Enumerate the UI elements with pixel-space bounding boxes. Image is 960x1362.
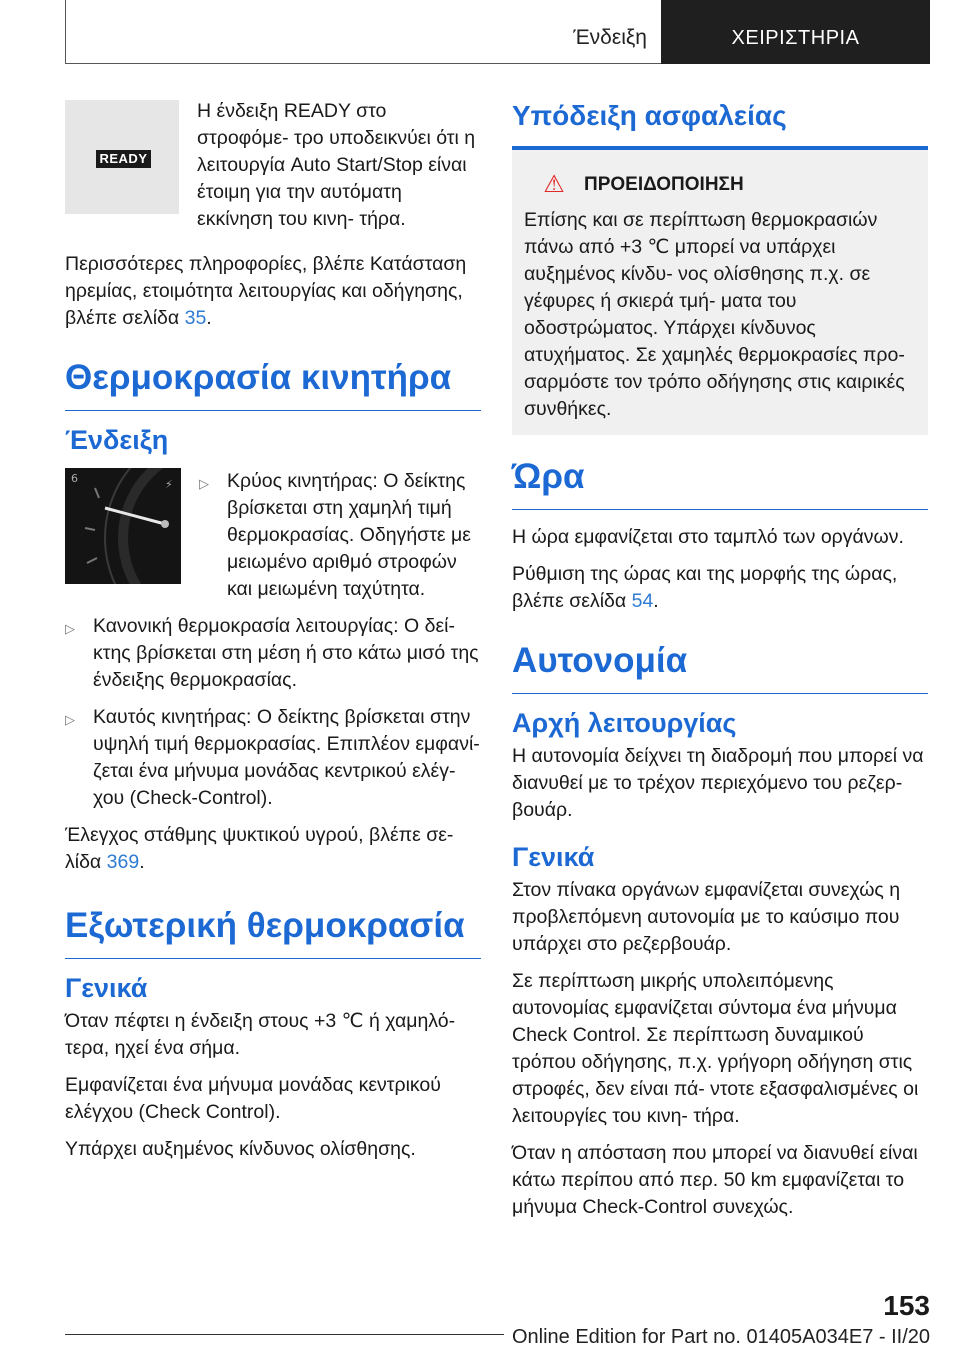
time-heading: Ώρα — [512, 457, 928, 510]
time-p2: Ρύθμιση της ώρας και της μορφής της ώρας, βλέπε σελίδα 54. — [512, 563, 898, 612]
ready-description: Η ένδειξη READY στο στροφόμε‐ τρο υποδεικνύει ότι η λειτουργία Auto Start/Stop είναι έτοιμη για την αυτόματη εκκίνηση του κινη‐ τήρα. — [197, 100, 476, 230]
outside-temp-p1: Όταν πέφτει η ένδειξη στους +3 ℃ ή χαμηλό‐ τερα, ηχεί ένα σήμα. — [65, 1010, 456, 1059]
outside-temperature-heading: Εξωτερική θερμοκρασία — [65, 906, 481, 959]
general-subheading-right: Γενικά — [512, 842, 595, 872]
coolant-paragraph: Έλεγχος στάθμης ψυκτικού υγρού, βλέπε σε‐ λίδα 369. — [65, 824, 454, 873]
warning-box — [512, 150, 928, 435]
edition-text: Online Edition for Part no. 01405A034E7 - II/20 — [504, 1326, 930, 1349]
chapter-label: ΧΕΙΡΙΣΤΗΡΙΑ — [731, 27, 860, 49]
warning-text: Επίσης και σε περίπτωση θερμοκρασιών πάνω από +3 ℃ μπορεί να υπάρχει αυξημένος κίνδυ‐ νος ολίσθησης π.χ. σε γέφυρες ή σκιερά τμή‐ ματα του οδοστρώματος. Υπάρχει κίνδυνος ατυχήματος. Σε χαμηλές θερμοκρασίες προ‐ σαρμόστε τον τρόπο οδήγησης στις καιρικές συνθήκες. — [524, 209, 905, 420]
left-column — [65, 100, 481, 1173]
ready-badge: READY — [96, 150, 151, 168]
warning-label: ΠΡΟΕΙΔΟΠΟΙΗΣΗ — [584, 173, 744, 195]
page-header — [65, 0, 930, 64]
svg-text:⚡: ⚡ — [165, 478, 173, 491]
range-heading: Αυτονομία — [512, 641, 928, 694]
chapter-tab — [661, 0, 930, 64]
general-subheading-left: Γενικά — [65, 973, 148, 1003]
display-subheading: Ένδειξη — [65, 425, 169, 455]
svg-text:6: 6 — [71, 472, 78, 485]
page-link-369[interactable]: 369 — [106, 851, 140, 873]
range-general-p3: Όταν η απόσταση που μπορεί να διανυθεί είναι κάτω περίπου από περ. 50 km εμφανίζεται το μήνυμα Check-Control συνεχώς. — [512, 1142, 918, 1218]
page-link-35[interactable]: 35 — [184, 307, 207, 329]
bullet-cold-engine: ▷ Κρύος κινητήρας: Ο δείκτης βρίσκεται στη χαμηλή τιμή θερμοκρασίας. Οδηγήστε με μειωμένο αριθμό στροφών και μειωμένη ταχύτητα. — [199, 468, 481, 603]
section-label: Ένδειξη — [573, 26, 647, 49]
range-general-p2: Σε περίπτωση μικρής υπολειπόμενης αυτονομίας εμφανίζεται σύντομα ένα μήνυμα Check Control. Σε περίπτωση δυναμικού τρόπου οδήγησης, π.χ. γρήγορη οδήγηση στις στροφές, δεν είναι πά‐ ντοτε εξασφαλισμένες οι λειτουργίες του κινη‐ τήρα. — [512, 970, 919, 1127]
triangle-icon: ▷ — [65, 621, 75, 636]
page-number: 153 — [883, 1290, 930, 1321]
section-tab — [65, 0, 661, 64]
outside-temp-p3: Υπάρχει αυξημένος κίνδυνος ολίσθησης. — [65, 1138, 416, 1160]
time-p1: Η ώρα εμφανίζεται στο ταμπλό των οργάνων. — [512, 526, 904, 548]
principle-subheading: Αρχή λειτουργίας — [512, 708, 737, 738]
page-link-54[interactable]: 54 — [631, 590, 654, 612]
range-general-p1: Στον πίνακα οργάνων εμφανίζεται συνεχώς η προβλεπόμενη αυτονομία με το καύσιμο που υπάρχει στο ρεζερβουάρ. — [512, 879, 901, 955]
triangle-icon: ▷ — [199, 476, 209, 491]
triangle-icon: ▷ — [65, 712, 75, 727]
engine-temperature-heading: Θερμοκρασία κινητήρα — [65, 358, 481, 411]
more-info-paragraph: Περισσότερες πληροφορίες, βλέπε Κατάσταση ηρεμίας, ετοιμότητα λειτουργίας και οδήγησης, βλέπε σελίδα 35. — [65, 253, 467, 329]
temperature-gauge-image — [65, 468, 181, 584]
outside-temp-p2: Εμφανίζεται ένα μήνυμα μονάδας κεντρικού ελέγχου (Check Control). — [65, 1074, 441, 1123]
principle-text: Η αυτονομία δείχνει τη διαδρομή που μπορεί να διανυθεί με το τρέχον περιεχόμενο του ρεζερ‐ βουάρ. — [512, 745, 924, 821]
gauge-icon — [65, 468, 181, 584]
right-column — [512, 100, 928, 1231]
warning-triangle-icon: ⚠ — [543, 171, 565, 198]
safety-heading: Υπόδειξη ασφαλείας — [512, 100, 928, 150]
ready-indicator-image — [65, 100, 179, 214]
bullet-hot-engine: ▷ Καυτός κινητήρας: Ο δείκτης βρίσκεται στην υψηλή τιμή θερμοκρασίας. Επιπλέον εμφανί‐ ζεται ένα μήνυμα μονάδας κεντρικού ελέγ‐ χου (Check-Control). — [65, 704, 481, 812]
bullet-normal-temp: ▷ Κανονική θερμοκρασία λειτουργίας: Ο δεί‐ κτης βρίσκεται στη μέση ή στο κάτω μισό της ένδειξης θερμοκρασίας. — [65, 613, 481, 694]
